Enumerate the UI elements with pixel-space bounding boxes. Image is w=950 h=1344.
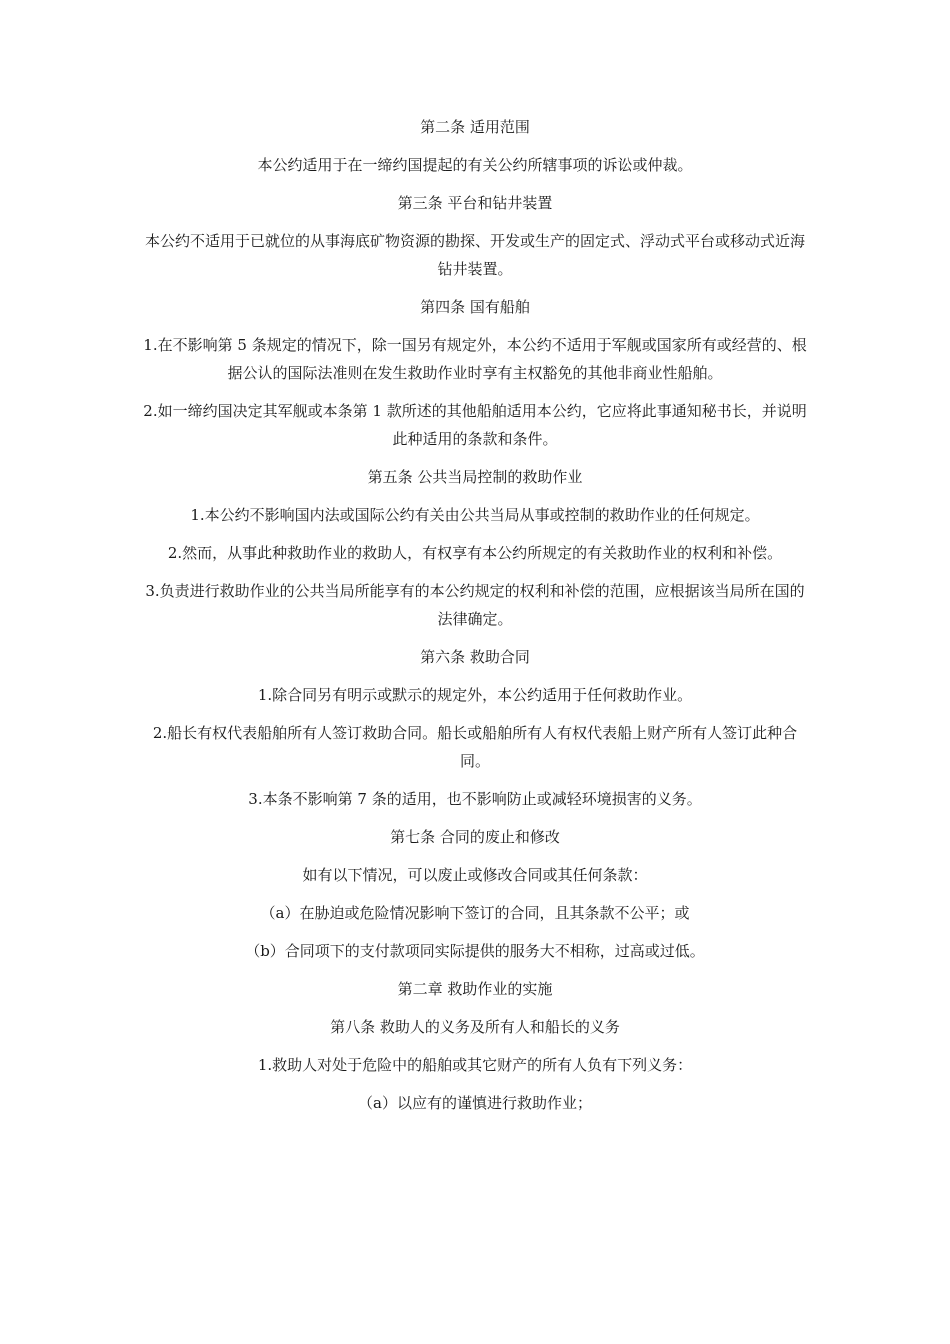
article-4-heading: 第四条 国有船舶 — [420, 298, 530, 316]
article-6-heading: 第六条 救助合同 — [420, 648, 530, 666]
article-4-clause-1: 1.在不影响第 5 条规定的情况下，除一国另有规定外，本公约不适用于军舰或国家所有或经营的、根据公认的国际法准则在发生救助作业时享有主权豁免的其他非商业性船舶。 — [143, 336, 807, 382]
article-3-heading: 第三条 平台和钻井装置 — [397, 194, 553, 212]
article-7-intro: 如有以下情况，可以废止或修改合同或其任何条款： — [302, 866, 648, 884]
article-8-heading: 第八条 救助人的义务及所有人和船长的义务 — [330, 1018, 620, 1036]
document-body — [140, 113, 810, 1127]
article-7-item-b: （b）合同项下的支付款项同实际提供的服务大不相称，过高或过低。 — [245, 942, 705, 960]
article-2-text: 本公约适用于在一缔约国提起的有关公约所辖事项的诉讼或仲裁。 — [257, 156, 693, 174]
article-4-clause-2: 2.如一缔约国决定其军舰或本条第 1 款所述的其他船舶适用本公约，它应将此事通知秘书长，并说明此种适用的条款和条件。 — [143, 402, 807, 448]
article-5-clause-2: 2.然而，从事此种救助作业的救助人，有权享有本公约所规定的有关救助作业的权利和补偿。 — [167, 544, 783, 562]
article-5-clause-1: 1.本公约不影响国内法或国际公约有关由公共当局从事或控制的救助作业的任何规定。 — [190, 506, 760, 524]
article-5-heading: 第五条 公共当局控制的救助作业 — [367, 468, 583, 486]
article-6-clause-2: 2.船长有权代表船舶所有人签订救助合同。船长或船舶所有人有权代表船上财产所有人签订此种合同。 — [152, 724, 798, 770]
article-6-clause-1: 1.除合同另有明示或默示的规定外，本公约适用于任何救助作业。 — [257, 686, 693, 704]
article-7-item-a: （a）在胁迫或危险情况影响下签订的合同，且其条款不公平；或 — [260, 904, 690, 922]
article-2-heading: 第二条 适用范围 — [420, 118, 530, 136]
article-7-heading: 第七条 合同的废止和修改 — [390, 828, 560, 846]
article-5-clause-3: 3.负责进行救助作业的公共当局所能享有的本公约规定的权利和补偿的范围，应根据该当局所在国的法律确定。 — [145, 582, 805, 628]
article-6-clause-3: 3.本条不影响第 7 条的适用，也不影响防止或减轻环境损害的义务。 — [248, 790, 702, 808]
article-8-item-a: （a）以应有的谨慎进行救助作业； — [358, 1094, 592, 1112]
article-8-clause-1: 1.救助人对处于危险中的船舶或其它财产的所有人负有下列义务： — [257, 1056, 693, 1074]
article-3-text: 本公约不适用于已就位的从事海底矿物资源的勘探、开发或生产的固定式、浮动式平台或移动式近海钻井装置。 — [144, 232, 805, 278]
chapter-2-heading: 第二章 救助作业的实施 — [397, 980, 553, 998]
